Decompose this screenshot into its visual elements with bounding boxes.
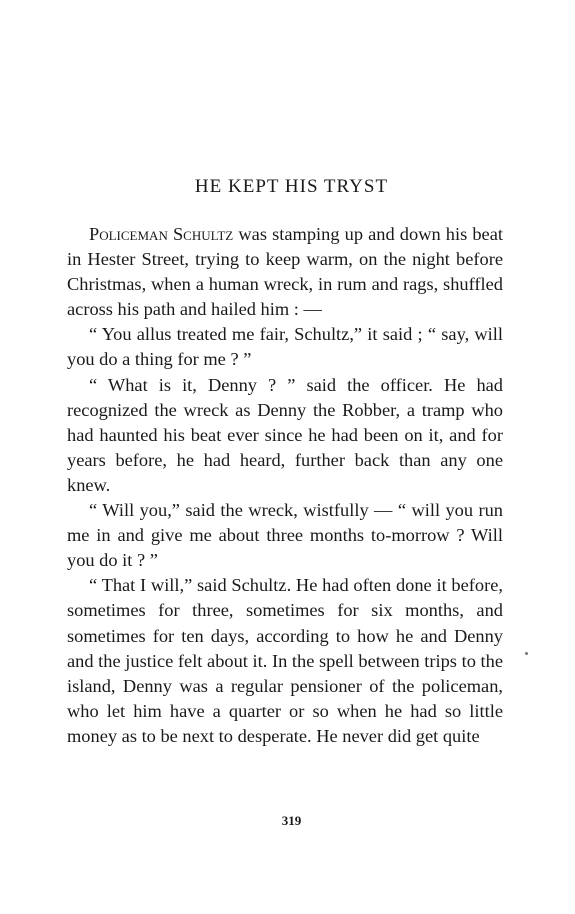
paragraph-lead: Policeman Schultz <box>89 224 234 244</box>
chapter-body <box>67 222 503 749</box>
paragraph: “ That I will,” said Schultz. He had often done it before, sometimes for three, sometimes for six months, and sometimes for ten days, according to how he and Denny and the justice felt about it. In the spell between trips to the island, Denny was a regular pensioner of the policeman, who let him have a quarter or so when he had so little money as to be next to desperate. He never did get quite <box>67 575 503 746</box>
chapter-title: HE KEPT HIS TRYST <box>194 176 389 197</box>
paragraph <box>67 222 503 322</box>
page-number: 319 <box>281 813 302 828</box>
paragraph: “ Will you,” said the wreck, wistfully — “ will you run me in and give me about three months to-morrow ? Will you do it ? ” <box>67 500 503 571</box>
paragraph-text: was stamping up and down his beat in Hester Street, trying to keep warm, on the night before Christmas, when a human wreck, in rum and rags, shuffled across his path and hailed him : — <box>67 224 503 320</box>
paragraph: “ What is it, Denny ? ” said the officer. He had recognized the wreck as Denny the Robber, a tramp who had haunted his beat ever since he had been on it, and for years before, he had heard, further back than any one knew. <box>67 374 503 495</box>
ink-speck <box>525 652 528 655</box>
paragraph: “ You allus treated me fair, Schultz,” it said ; “ say, will you do a thing for me ? ” <box>67 324 503 370</box>
